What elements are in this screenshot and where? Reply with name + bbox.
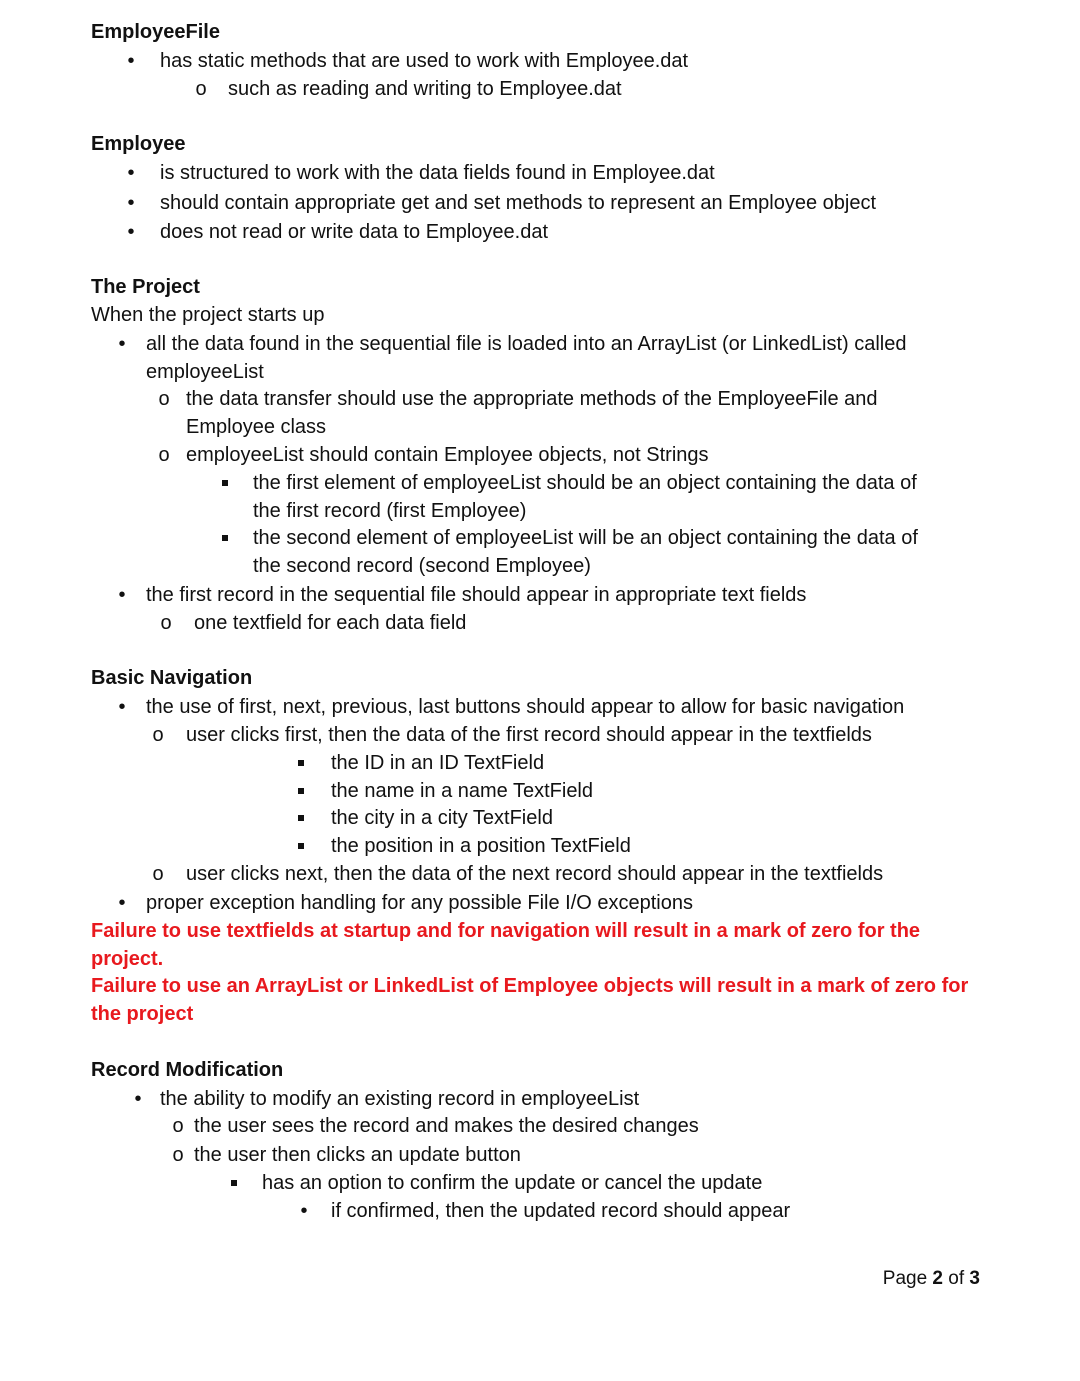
bullet-filled: • [300,1200,308,1222]
list-item-continued: Employee class [186,416,327,438]
list-item: the name in a name TextField [331,780,594,802]
bullet-hollow: o [158,388,170,410]
warning-text: Failure to use textfields at startup and for navigation will result in a mark of zero for the [91,920,921,942]
heading-basic-navigation: Basic Navigation [91,667,253,689]
bullet-filled: • [118,696,126,718]
list-item: the first record in the sequential file should appear in appropriate text fields [146,584,807,606]
list-item-continued: employeeList [146,361,264,383]
bullet-filled: • [127,162,135,184]
bullet-filled: • [127,221,135,243]
list-item: the city in a city TextField [331,807,553,829]
list-item: employeeList should contain Employee objects, not Strings [186,444,709,466]
bullet-square [298,843,304,849]
list-item: the first element of employeeList should be an object containing the data of [253,472,917,494]
bullet-filled: • [127,192,135,214]
list-item: one textfield for each data field [194,612,467,634]
list-item: the second element of employeeList will be an object containing the data of [253,527,918,549]
warning-text-continued: the project [91,1003,194,1025]
list-item: the data transfer should use the appropriate methods of the EmployeeFile and [186,388,878,410]
list-item: the user sees the record and makes the desired changes [194,1115,699,1137]
list-item: the ID in an ID TextField [331,752,545,774]
page-word: Page [882,1268,928,1289]
list-item: is structured to work with the data fields found in Employee.dat [160,162,715,184]
of-word: of [948,1268,965,1289]
list-item: the use of first, next, previous, last buttons should appear to allow for basic navigation [146,696,905,718]
list-item: user clicks first, then the data of the first record should appear in the textfields [186,724,872,746]
intro-text: When the project starts up [91,304,325,326]
bullet-square [298,760,304,766]
list-item: the ability to modify an existing record in employeeList [160,1088,640,1110]
list-item: has an option to confirm the update or cancel the update [262,1172,763,1194]
bullet-filled: • [118,892,126,914]
list-item: all the data found in the sequential file is loaded into an ArrayList (or LinkedList) called [146,333,907,355]
page-number [883,1266,980,1292]
bullet-filled: • [118,333,126,355]
bullet-hollow: o [172,1144,184,1166]
bullet-square [222,535,228,541]
bullet-hollow: o [152,863,164,885]
heading-the-project: The Project [91,276,200,298]
warning-text-continued: project. [91,948,164,970]
heading-employee: Employee [91,133,186,155]
list-item-continued: the first record (first Employee) [253,500,527,522]
list-item: if confirmed, then the updated record should appear [331,1200,791,1222]
bullet-filled: • [134,1088,142,1110]
total-pages: 3 [969,1268,980,1289]
list-item: the user then clicks an update button [194,1144,521,1166]
heading-employee-file: EmployeeFile [91,21,220,43]
bullet-hollow: o [195,78,207,100]
bullet-filled: • [127,50,135,72]
list-item: does not read or write data to Employee.dat [160,221,549,243]
list-item: should contain appropriate get and set methods to represent an Employee object [160,192,877,214]
list-item: proper exception handling for any possible File I/O exceptions [146,892,693,914]
bullet-square [298,788,304,794]
bullet-square [222,480,228,486]
warning-text: Failure to use an ArrayList or LinkedList of Employee objects will result in a mark of zero for [91,975,969,997]
list-item: has static methods that are used to work with Employee.dat [160,50,689,72]
bullet-hollow: o [158,444,170,466]
bullet-square [231,1180,237,1186]
bullet-hollow: o [152,724,164,746]
list-item-continued: the second record (second Employee) [253,555,591,577]
bullet-filled: • [118,584,126,606]
bullet-hollow: o [160,612,172,634]
list-item: such as reading and writing to Employee.dat [228,78,622,100]
list-item: the position in a position TextField [331,835,631,857]
list-item: user clicks next, then the data of the next record should appear in the textfields [186,863,884,885]
bullet-square [298,815,304,821]
current-page: 2 [932,1268,943,1289]
bullet-hollow: o [172,1115,184,1137]
heading-record-modification: Record Modification [91,1059,284,1081]
